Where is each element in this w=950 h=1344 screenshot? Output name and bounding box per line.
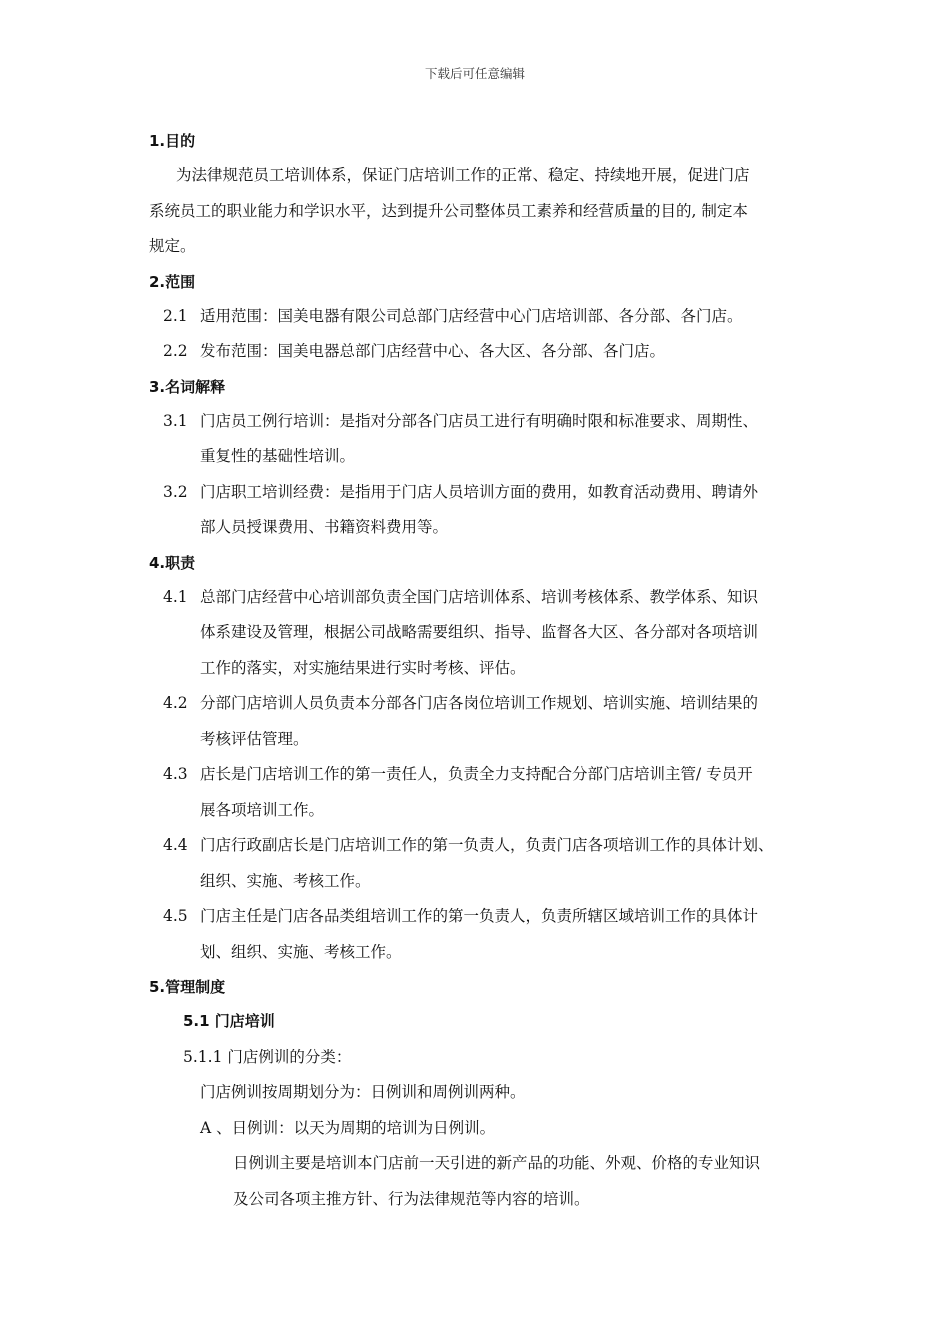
list-item — [0, 899, 950, 935]
item-number: 3.2 — [163, 482, 188, 501]
list-item — [0, 757, 950, 793]
section-heading-responsibilities: 4.职责 — [149, 553, 196, 572]
section-heading-scope: 2.范围 — [149, 272, 196, 291]
item-continuation: 考核评估管理。 — [200, 729, 309, 748]
paragraph-line: 日例训主要是培训本门店前一天引进的新产品的功能、外观、价格的专业知识 — [233, 1154, 761, 1172]
item-number: 4.5 — [163, 907, 188, 925]
list-item — [0, 334, 950, 370]
list-item — [0, 828, 950, 864]
list-item — [0, 299, 950, 335]
section-heading-management: 5.管理制度 — [149, 978, 226, 996]
sub-subsection-heading: 5.1.1 门店例训的分类： — [183, 1047, 352, 1066]
item-number: 2.1 — [163, 306, 188, 325]
list-item-a: A 、日例训：以天为周期的培训为日例训。 — [200, 1118, 496, 1137]
item-text: 分部门店培训人员负责本分部各门店各岗位培训工作规划、培训实施、培训结果的 — [200, 694, 759, 712]
item-text: 门店主任是门店各品类组培训工作的第一负责人，负责所辖区域培训工作的具体计 — [200, 907, 759, 925]
paragraph-line: 系统员工的职业能力和学识水平，达到提升公司整体员工素养和经营质量的目的, 制定本 — [149, 201, 748, 220]
item-text: 适用范围：国美电器有限公司总部门店经营中心门店培训部、各分部、各门店。 — [200, 306, 743, 325]
item-text: 总部门店经营中心培训部负责全国门店培训体系、培训考核体系、教学体系、知识 — [200, 587, 759, 606]
item-text: 门店行政副店长是门店培训工作的第一负责人，负责门店各项培训工作的具体计划、 — [200, 836, 774, 854]
item-continuation: 部人员授课费用、书籍资料费用等。 — [200, 518, 449, 536]
item-number: 4.2 — [163, 694, 188, 712]
item-continuation: 展各项培训工作。 — [200, 800, 325, 819]
list-item — [0, 686, 950, 722]
item-continuation: 划、组织、实施、考核工作。 — [200, 942, 402, 961]
document-body — [0, 124, 950, 1217]
item-continuation: 工作的落实，对实施结果进行实时考核、评估。 — [200, 658, 526, 677]
item-continuation: 体系建设及管理，根据公司战略需要组织、指导、监督各大区、各分部对各项培训 — [200, 623, 759, 641]
item-number: 2.2 — [163, 342, 188, 360]
list-item — [0, 475, 950, 511]
item-text: 发布范围：国美电器总部门店经营中心、各大区、各分部、各门店。 — [200, 342, 666, 360]
item-continuation: 组织、实施、考核工作。 — [200, 871, 371, 890]
list-item — [0, 404, 950, 440]
item-number: 4.4 — [163, 836, 188, 854]
section-heading-purpose: 1.目的 — [149, 132, 196, 150]
paragraph-line: 为法律规范员工培训体系，保证门店培训工作的正常、稳定、持续地开展，促进门店 — [176, 166, 750, 184]
paragraph-line: 门店例训按周期划分为：日例训和周例训两种。 — [200, 1083, 526, 1101]
item-continuation: 重复性的基础性培训。 — [200, 447, 356, 465]
item-number: 4.3 — [163, 765, 188, 783]
item-text: 门店职工培训经费：是指用于门店人员培训方面的费用，如教育活动费用、聘请外 — [200, 482, 759, 501]
paragraph-line: 规定。 — [149, 237, 196, 255]
page-header: 下载后可任意编辑 — [424, 66, 525, 81]
item-number: 4.1 — [163, 587, 188, 606]
item-text: 门店员工例行培训：是指对分部各门店员工进行有明确时限和标准要求、周期性、 — [200, 411, 759, 430]
list-item — [0, 580, 950, 616]
paragraph-line: 及公司各项主推方针、行为法律规范等内容的培训。 — [233, 1189, 590, 1208]
section-heading-definitions: 3.名词解释 — [149, 377, 226, 396]
item-text: 店长是门店培训工作的第一责任人，负责全力支持配合分部门店培训主管/ 专员开 — [200, 765, 753, 783]
item-number: 3.1 — [163, 411, 188, 430]
subsection-heading-store-training: 5.1 门店培训 — [183, 1012, 275, 1030]
